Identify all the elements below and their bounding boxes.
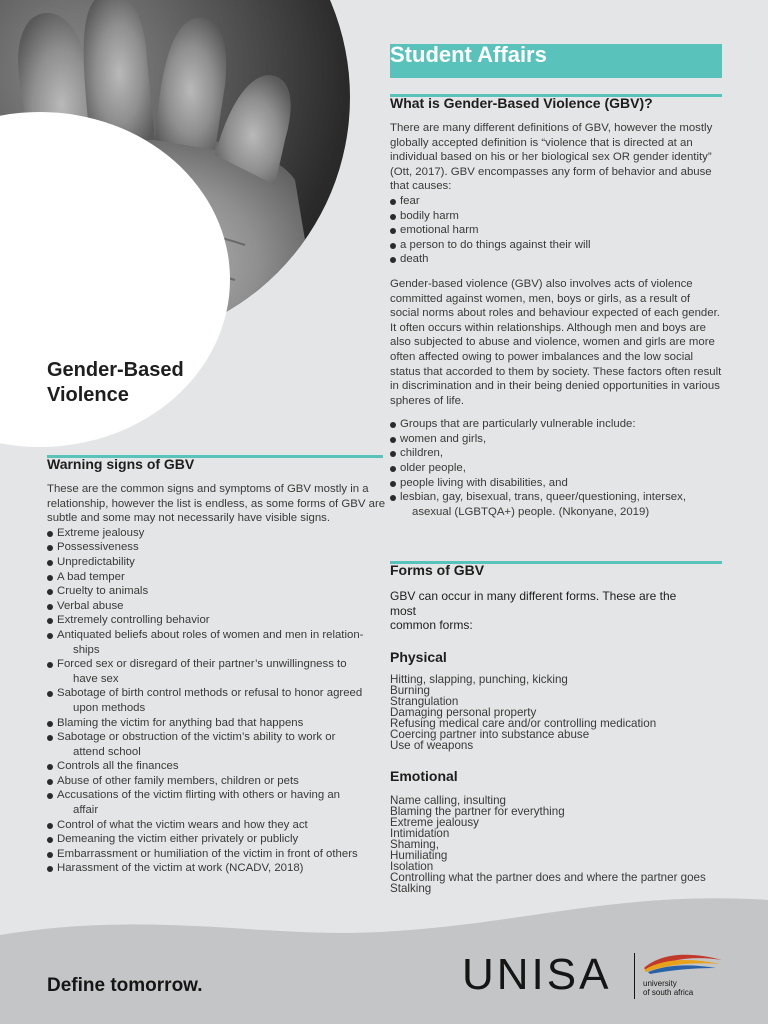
list-item (390, 223, 722, 238)
list-item-text: older people, (400, 462, 466, 475)
list-item-continuation: have sex (73, 672, 119, 685)
what-is-intro: There are many different definitions of GBV, however the mostly globally accepted definition is “violence that is directed at an individual based on his or her biological sex OR gender identity” (Ott, 2017). GBV encompasses any form of behavior and abuse that causes: (390, 122, 713, 193)
groups-list (390, 417, 722, 505)
list-item-text: Unpredictability (57, 555, 135, 568)
list-item: Strangulation (390, 695, 459, 708)
physical-section (390, 674, 730, 751)
list-item-continuation: affair (73, 804, 99, 817)
list-item (47, 716, 387, 731)
list-item: Blaming the partner for everything (390, 805, 565, 818)
list-item (47, 774, 387, 789)
list-item (390, 417, 722, 432)
list-item: Coercing partner into substance abuse (390, 728, 590, 741)
list-item (47, 759, 387, 774)
list-item (47, 818, 387, 833)
list-item: Name calling, insulting (390, 794, 506, 807)
unisa-flag-icon (642, 950, 724, 974)
warning-list (47, 526, 387, 876)
list-item-continuation: ships (73, 643, 100, 656)
list-item-text: Verbal abuse (57, 599, 124, 612)
logo-subtitle (643, 979, 693, 997)
list-item-text: Blaming the victim for anything bad that happens (57, 716, 304, 729)
list-item (390, 490, 722, 505)
logo-divider (634, 953, 635, 999)
list-item-text: bodily harm (400, 209, 459, 222)
emotional-heading: Emotional (390, 768, 458, 784)
student-affairs-banner (390, 44, 722, 78)
list-item-text: emotional harm (400, 224, 479, 237)
list-item (390, 194, 722, 209)
list-item (390, 238, 722, 253)
list-item: Stalking (390, 882, 432, 895)
causes-list (390, 194, 722, 267)
physical-list (390, 674, 730, 751)
list-item (47, 847, 387, 862)
tagline: Define tomorrow. (47, 975, 203, 996)
list-item (47, 584, 387, 599)
list-item: Refusing medical care and/or controlling medication (390, 717, 657, 730)
forms-intro-line2: most (390, 603, 417, 618)
list-item-text: Abuse of other family members, children or pets (57, 774, 299, 787)
list-item-text: lesbian, gay, bisexual, trans, queer/questioning, intersex, (400, 491, 686, 504)
list-item-text: Extremely controlling behavior (57, 614, 210, 627)
list-item-text: Control of what the victim wears and how they act (57, 818, 308, 831)
list-item-text: Possessiveness (57, 541, 139, 554)
list-item-text: Antiquated beliefs about roles of women and men in relation- (57, 628, 364, 641)
forms-heading: Forms of GBV (390, 562, 485, 578)
list-item (47, 788, 387, 817)
list-item (47, 613, 387, 628)
list-item (390, 476, 722, 491)
what-is-section (390, 121, 722, 519)
list-item: Shaming, (390, 838, 439, 851)
list-item-text: children, (400, 447, 444, 460)
list-item-text: A bad temper (57, 570, 125, 583)
list-item (47, 730, 387, 759)
list-item (47, 628, 387, 657)
list-item-continuation: attend school (73, 745, 141, 758)
warning-section (47, 482, 387, 876)
list-item-text: Groups that are particularly vulnerable include: (400, 418, 636, 431)
list-item (47, 526, 387, 541)
list-item-continuation: upon methods (73, 701, 146, 714)
list-item (390, 432, 722, 447)
list-item-text: Demeaning the victim either privately or publicly (57, 833, 299, 846)
list-item: Damaging personal property (390, 706, 537, 719)
forms-intro-line1: GBV can occur in many different forms. These are the (390, 589, 677, 603)
list-item (47, 570, 387, 585)
list-item-text: Sabotage or obstruction of the victim’s ability to work or (57, 731, 336, 744)
physical-heading: Physical (390, 649, 447, 665)
logo-subtitle-line1: university (643, 979, 677, 988)
list-item: Isolation (390, 860, 434, 873)
what-is-heading: What is Gender-Based Violence (GBV)? (390, 95, 653, 111)
list-item: Intimidation (390, 827, 450, 840)
list-item-text: Extreme jealousy (57, 526, 145, 539)
list-item-text: death (400, 253, 429, 266)
list-item (47, 657, 387, 686)
list-item-text: people living with disabilities, and (400, 476, 568, 489)
list-item (47, 555, 387, 570)
list-item: Use of weapons (390, 739, 474, 752)
list-item-text: Cruelty to animals (57, 585, 149, 598)
warning-intro: These are the common signs and symptoms of GBV mostly in a relationship, however the list is endless, as some forms of GBV are subtle and some may not necessarily have visible signs. (47, 483, 386, 525)
list-item (390, 252, 722, 267)
logo-subtitle-line2: of south africa (643, 988, 694, 997)
list-item-text: Harassment of the victim at work (NCADV, 2018) (57, 862, 304, 875)
warning-heading: Warning signs of GBV (47, 456, 195, 472)
list-item (390, 446, 722, 461)
list-item-text: Controls all the finances (57, 760, 179, 773)
list-item-text: Embarrassment or humiliation of the victim in front of others (57, 847, 358, 860)
list-item: Burning (390, 684, 430, 697)
page-title-line1: Gender-Based (47, 359, 184, 381)
list-item-text: Sabotage of birth control methods or refusal to honor agreed (57, 687, 363, 700)
what-is-para2: Gender-based violence (GBV) also involves acts of violence committed against women, men, boys or girls, as a result of social norms about roles and behaviour expected of each gender. It often occurs within relationships. Although men and boys are also subjected to abuse and violence, women and girls are more often affected owing to power imbalances and the low social status that accorded to them by society. These factors often result in discrimination and in their being denied opportunities in various spheres of life. (390, 277, 722, 407)
list-item-text: fear (400, 194, 420, 207)
list-item-text: Accusations of the victim flirting with others or having an (57, 789, 340, 802)
forms-intro (390, 589, 722, 633)
list-item-text: women and girls, (400, 432, 487, 445)
list-item (390, 461, 722, 476)
list-item: Hitting, slapping, punching, kicking (390, 673, 568, 686)
forms-intro-line3: common forms: (390, 618, 473, 633)
unisa-logo-text: UNISA (462, 950, 612, 999)
banner-title: Student Affairs (390, 42, 547, 67)
page-title (47, 358, 227, 408)
list-item (47, 599, 387, 614)
list-item: Extreme jealousy (390, 816, 479, 829)
list-item: Controlling what the partner does and where the partner goes (390, 871, 706, 884)
list-item (47, 832, 387, 847)
groups-continuation: asexual (LGBTQA+) people. (Nkonyane, 2019) (412, 505, 650, 518)
page-title-line2: Violence (47, 384, 129, 406)
list-item (47, 686, 387, 715)
list-item (47, 540, 387, 555)
list-item-text: a person to do things against their will (400, 238, 591, 251)
list-item: Humiliating (390, 849, 448, 862)
list-item (47, 861, 387, 876)
list-item (390, 209, 722, 224)
list-item-text: Forced sex or disregard of their partner’s unwillingness to (57, 658, 347, 671)
